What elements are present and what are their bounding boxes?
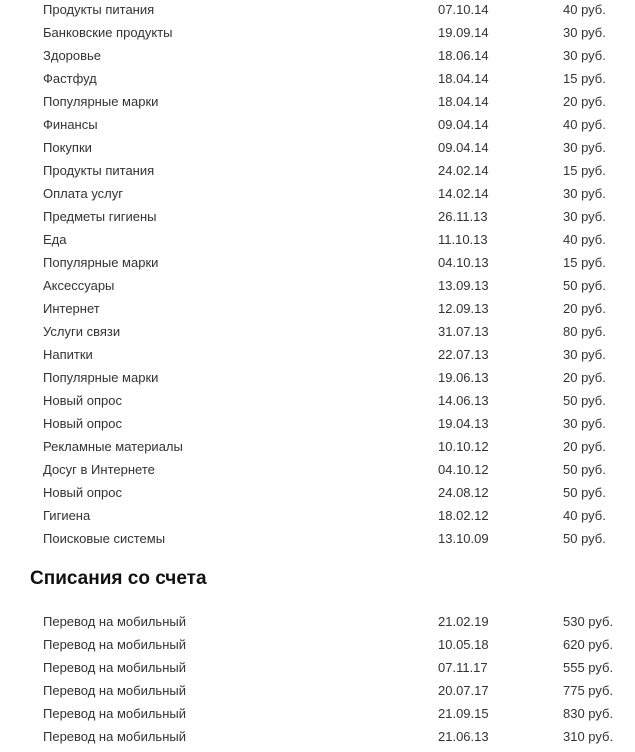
row-name: Банковские продукты: [43, 25, 173, 40]
table-row: [0, 251, 635, 274]
row-name: Финансы: [43, 117, 98, 132]
row-name: Продукты питания: [43, 2, 155, 17]
table-row: [0, 136, 635, 159]
row-amount: 50 руб.: [563, 485, 606, 500]
row-date: 18.04.14: [438, 94, 489, 109]
row-date: 22.07.13: [438, 347, 489, 362]
row-amount: 15 руб.: [563, 163, 606, 178]
table-row: [0, 656, 635, 679]
row-amount: 20 руб.: [563, 439, 606, 454]
table-row: [0, 44, 635, 67]
row-amount: 40 руб.: [563, 508, 606, 523]
table-row: [0, 274, 635, 297]
row-name: Интернет: [43, 301, 100, 316]
row-amount: 50 руб.: [563, 393, 606, 408]
row-date: 20.07.17: [438, 683, 489, 698]
row-amount: 30 руб.: [563, 186, 606, 201]
row-date: 21.02.19: [438, 614, 489, 629]
table-row: [0, 228, 635, 251]
row-name: Популярные марки: [43, 255, 159, 270]
row-name: Фастфуд: [43, 71, 97, 86]
table-row: [0, 435, 635, 458]
row-name: Популярные марки: [43, 370, 159, 385]
row-date: 09.04.14: [438, 140, 489, 155]
row-name: Еда: [43, 232, 67, 247]
row-date: 10.05.18: [438, 637, 489, 652]
table-row: [0, 182, 635, 205]
row-amount: 50 руб.: [563, 278, 606, 293]
row-amount: 30 руб.: [563, 140, 606, 155]
row-amount: 830 руб.: [563, 706, 614, 721]
row-name: Новый опрос: [43, 393, 122, 408]
row-name: Перевод на мобильный: [43, 637, 186, 652]
row-date: 18.02.12: [438, 508, 489, 523]
table-row: [0, 366, 635, 389]
table-row: [0, 389, 635, 412]
row-name: Перевод на мобильный: [43, 683, 186, 698]
table-row: [0, 205, 635, 228]
table-row: [0, 610, 635, 633]
row-name: Продукты питания: [43, 163, 155, 178]
table-row: [0, 113, 635, 136]
row-date: 24.02.14: [438, 163, 489, 178]
row-amount: 40 руб.: [563, 2, 606, 17]
row-date: 19.04.13: [438, 416, 489, 431]
row-amount: 30 руб.: [563, 48, 606, 63]
row-amount: 40 руб.: [563, 232, 606, 247]
row-date: 09.04.14: [438, 117, 489, 132]
row-amount: 40 руб.: [563, 117, 606, 132]
row-name: Рекламные материалы: [43, 439, 183, 454]
table-row: [0, 67, 635, 90]
row-name: Предметы гигиены: [43, 209, 157, 224]
row-name: Покупки: [43, 140, 92, 155]
table-row: [0, 679, 635, 702]
withdrawals-table: [0, 610, 635, 748]
row-amount: 30 руб.: [563, 25, 606, 40]
row-date: 21.09.15: [438, 706, 489, 721]
row-amount: 775 руб.: [563, 683, 614, 698]
table-row: [0, 343, 635, 366]
row-amount: 30 руб.: [563, 347, 606, 362]
row-amount: 15 руб.: [563, 255, 606, 270]
row-date: 26.11.13: [438, 209, 488, 224]
row-amount: 20 руб.: [563, 370, 606, 385]
withdrawals-title: Списания со счета: [30, 568, 207, 589]
row-date: 04.10.12: [438, 462, 489, 477]
table-row: [0, 527, 635, 550]
row-name: Новый опрос: [43, 485, 122, 500]
row-date: 21.06.13: [438, 729, 489, 744]
row-amount: 30 руб.: [563, 209, 606, 224]
row-date: 14.02.14: [438, 186, 489, 201]
table-row: [0, 504, 635, 527]
row-name: Новый опрос: [43, 416, 122, 431]
row-amount: 20 руб.: [563, 94, 606, 109]
table-row: [0, 458, 635, 481]
row-name: Здоровье: [43, 48, 102, 63]
row-amount: 530 руб.: [563, 614, 614, 629]
row-date: 19.06.13: [438, 370, 489, 385]
row-date: 07.11.17: [438, 660, 488, 675]
row-date: 04.10.13: [438, 255, 489, 270]
table-row: [0, 21, 635, 44]
row-amount: 15 руб.: [563, 71, 606, 86]
table-row: [0, 702, 635, 725]
row-name: Напитки: [43, 347, 93, 362]
row-name: Перевод на мобильный: [43, 729, 186, 744]
row-amount: 20 руб.: [563, 301, 606, 316]
row-date: 11.10.13: [438, 232, 488, 247]
row-amount: 50 руб.: [563, 462, 606, 477]
row-date: 07.10.14: [438, 2, 489, 17]
row-date: 24.08.12: [438, 485, 489, 500]
row-date: 10.10.12: [438, 439, 489, 454]
row-name: Перевод на мобильный: [43, 660, 186, 675]
table-row: [0, 0, 635, 21]
row-amount: 30 руб.: [563, 416, 606, 431]
row-date: 12.09.13: [438, 301, 489, 316]
row-amount: 310 руб.: [563, 729, 614, 744]
table-row: [0, 481, 635, 504]
row-amount: 620 руб.: [563, 637, 614, 652]
row-amount: 50 руб.: [563, 531, 606, 546]
row-name: Перевод на мобильный: [43, 614, 186, 629]
row-name: Популярные марки: [43, 94, 159, 109]
row-date: 13.09.13: [438, 278, 489, 293]
row-date: 18.06.14: [438, 48, 489, 63]
table-row: [0, 320, 635, 343]
row-name: Поисковые системы: [43, 531, 166, 546]
table-row: [0, 297, 635, 320]
row-name: Перевод на мобильный: [43, 706, 186, 721]
table-row: [0, 159, 635, 182]
table-row: [0, 633, 635, 656]
row-name: Гигиена: [43, 508, 91, 523]
row-date: 31.07.13: [438, 324, 489, 339]
row-name: Аксессуары: [43, 278, 115, 293]
row-name: Услуги связи: [43, 324, 121, 339]
row-amount: 80 руб.: [563, 324, 606, 339]
table-row: [0, 412, 635, 435]
row-name: Оплата услуг: [43, 186, 124, 201]
row-name: Досуг в Интернете: [43, 462, 155, 477]
row-date: 19.09.14: [438, 25, 489, 40]
table-row: [0, 725, 635, 748]
row-date: 13.10.09: [438, 531, 489, 546]
row-date: 14.06.13: [438, 393, 489, 408]
row-amount: 555 руб.: [563, 660, 614, 675]
row-date: 18.04.14: [438, 71, 489, 86]
table-row: [0, 90, 635, 113]
